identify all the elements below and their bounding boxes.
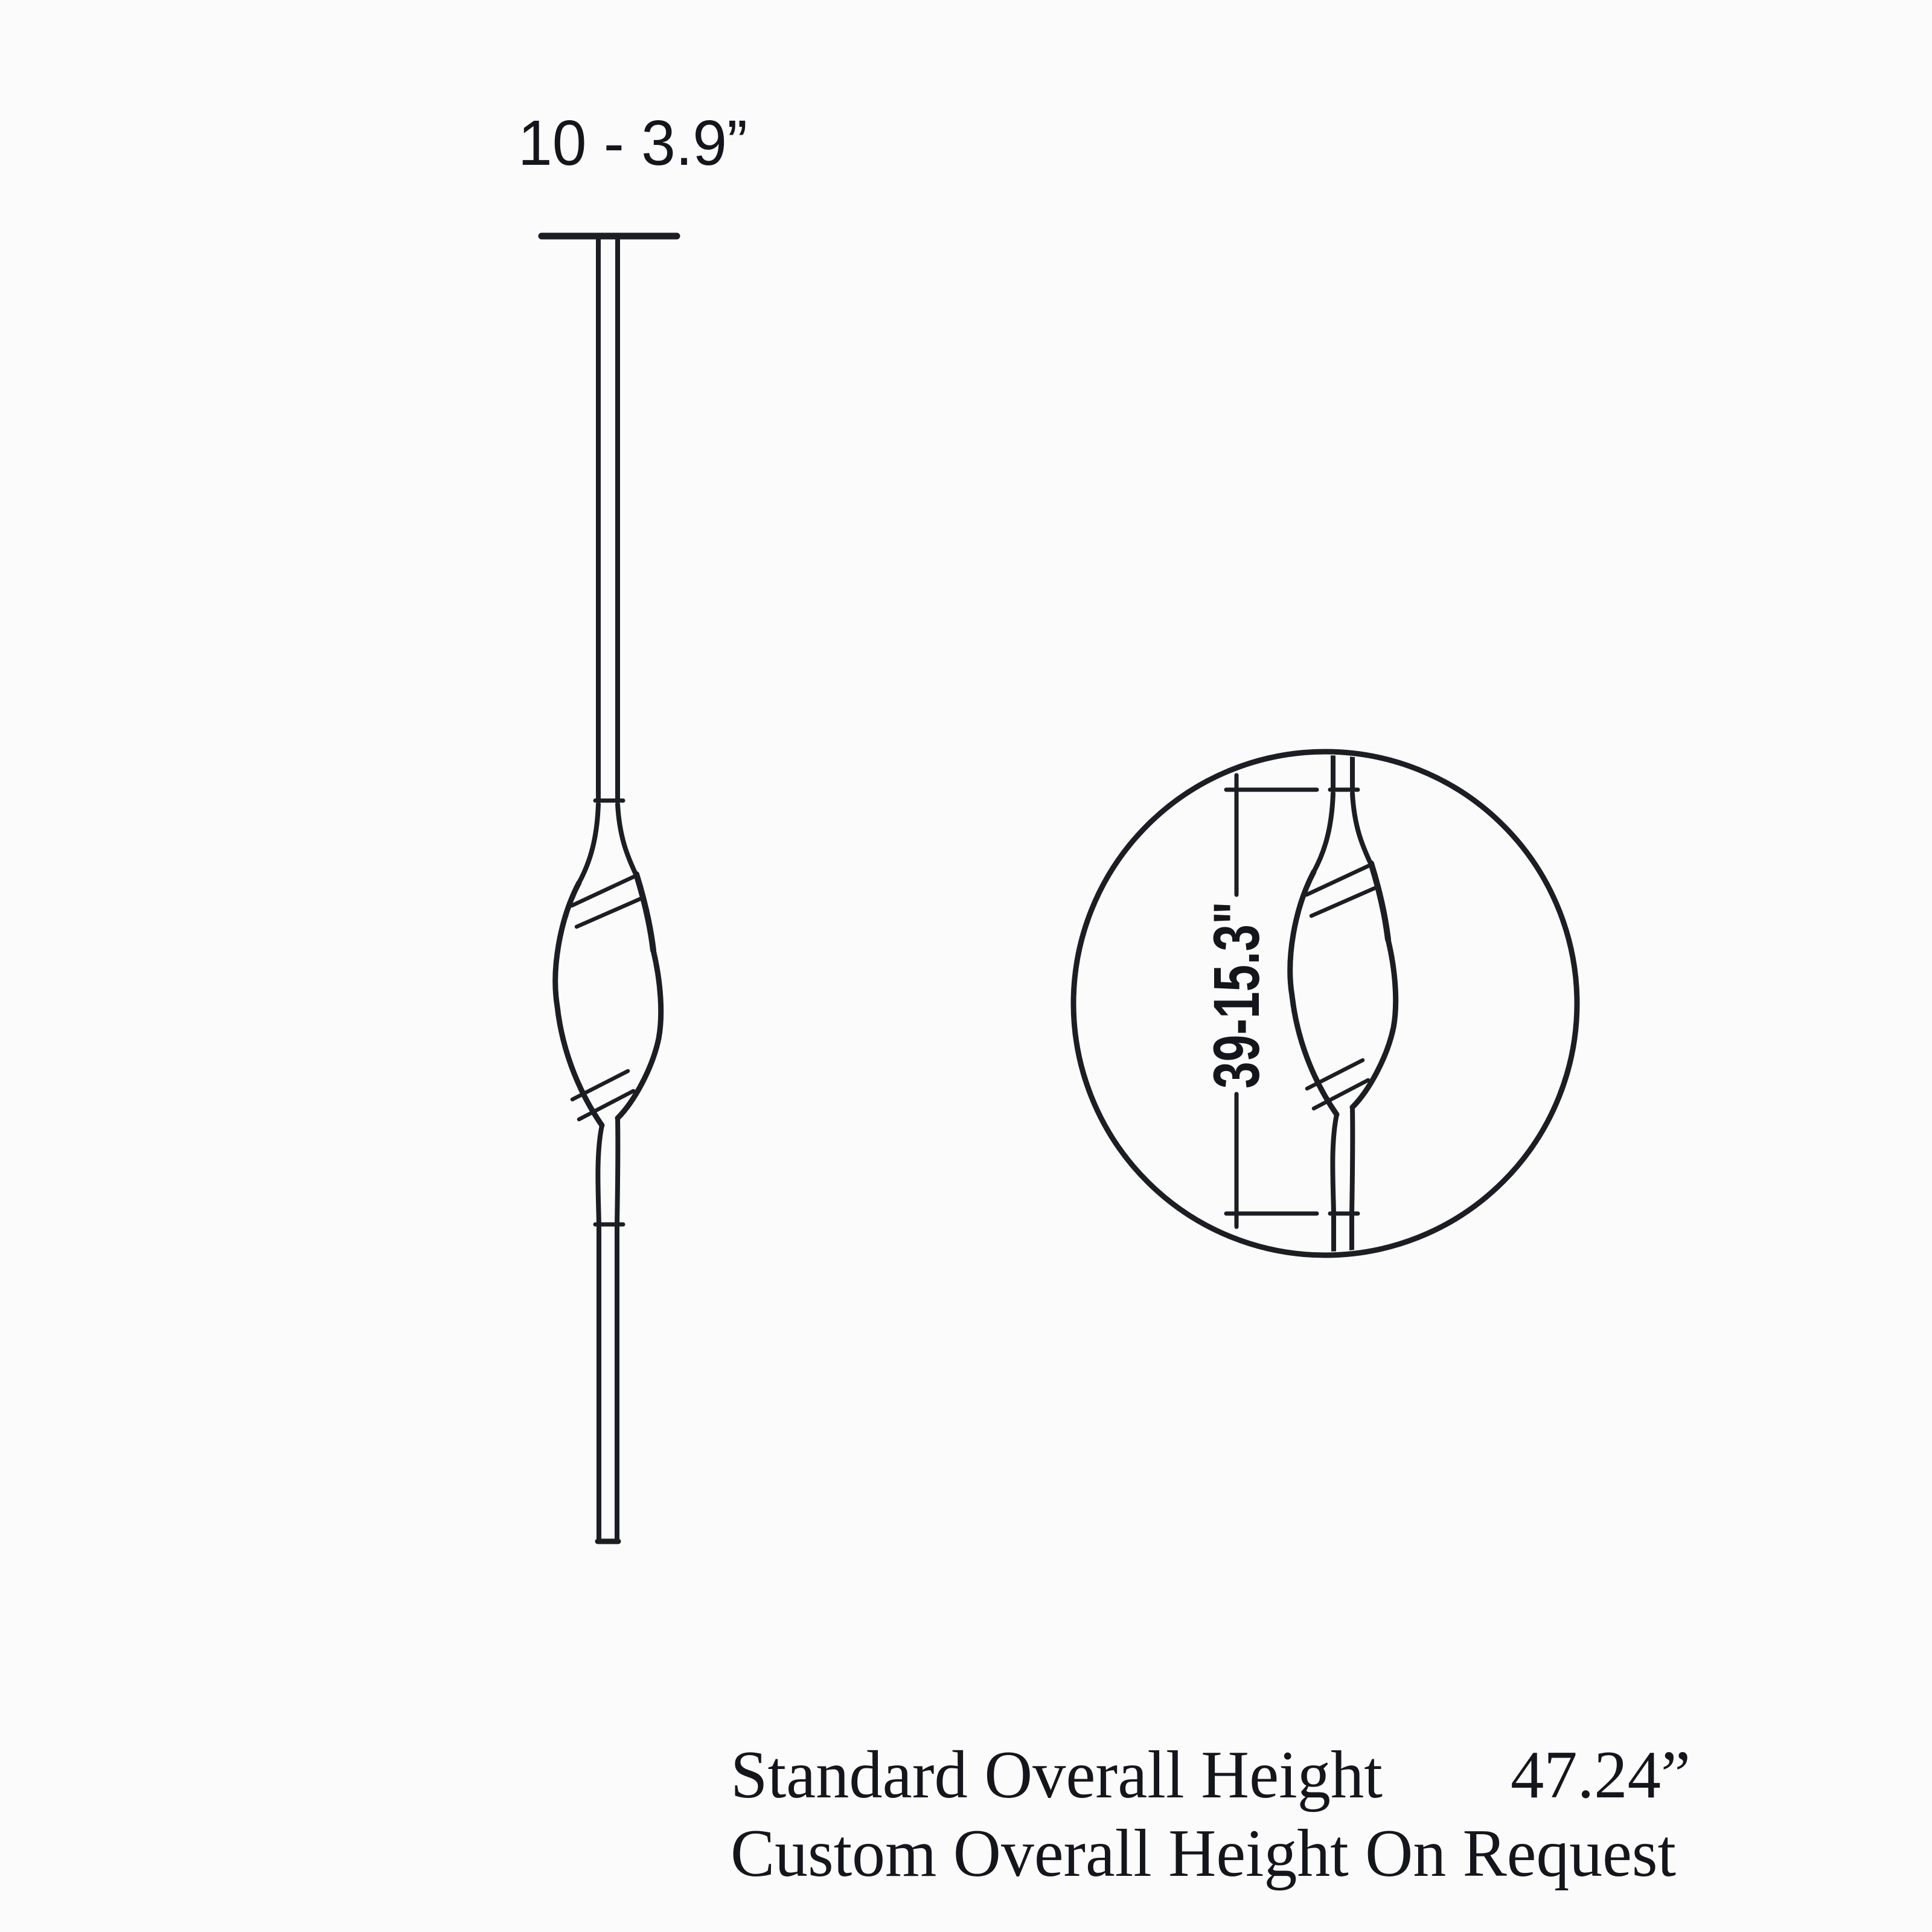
top-dimension-label: 10 - 3.9” <box>518 107 747 179</box>
detail-dimension-label: 39-15.3" <box>1200 836 1273 1089</box>
custom-height-line: Custom Overall Height On Request <box>731 1816 1676 1891</box>
footnote <box>731 1738 1690 1891</box>
front-deco-section <box>555 801 661 1224</box>
detail-content <box>1290 737 1396 1263</box>
standard-height-label: Standard Overall Height <box>731 1738 1383 1812</box>
detail-dimension <box>1200 775 1317 1227</box>
upper-shaft <box>598 239 618 801</box>
detail-shaft-stub-top <box>1333 737 1352 790</box>
detail-view <box>1073 737 1577 1263</box>
detail-circle <box>1073 752 1577 1255</box>
front-view <box>518 107 747 1541</box>
lower-shaft <box>599 1227 617 1540</box>
standard-height-value: 47.24” <box>1511 1738 1690 1812</box>
detail-deco-section <box>1290 790 1396 1214</box>
